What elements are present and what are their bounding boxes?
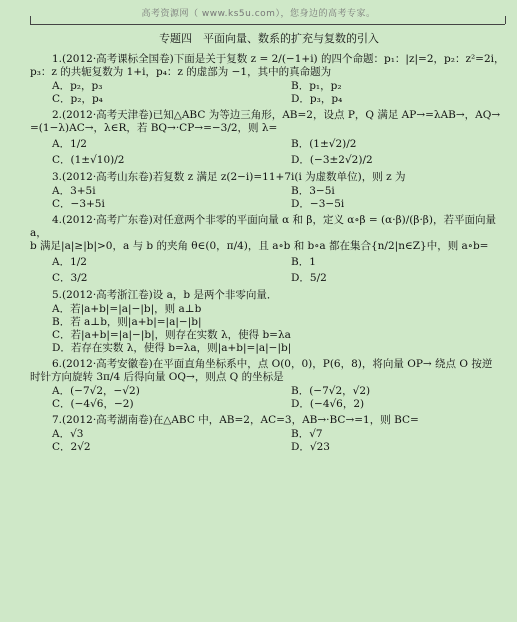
question-2-options	[30, 136, 508, 168]
question-2-stem: 2.(2012·高考天津卷)已知△ABC 为等边三角形，AB=2，设点 P，Q 满足 AP→=λAB→，AQ→	[52, 109, 501, 121]
question-5-option-b: B．若 a⊥b，则|a+b|=|a|−|b|	[52, 316, 202, 328]
question-5-option-a: A．若|a+b|=|a|−|b|，则 a⊥b	[52, 303, 202, 315]
question-1-option-c: C．p₂，p₄	[52, 93, 103, 105]
page-header-banner: 高考资源网（ www.ks5u.com），您身边的高考专家。	[141, 9, 376, 19]
question-4-option-b: B．1	[291, 256, 316, 268]
question-5-option-c: C．若|a+b|=|a|−|b|，则存在实数 λ，使得 b=λa	[52, 329, 291, 341]
question-3-option-c: C．−3+5i	[52, 198, 105, 210]
question-4-option-a: A．1/2	[52, 256, 87, 268]
question-1-stem: 1.(2012·高考课标全国卷)下面是关于复数 z = 2/(−1+i) 的四个命题：p₁：|z|=2，p₂：z²=2i，	[52, 53, 505, 65]
question-4-stem-cont: b 满足|a|≥|b|>0，a 与 b 的夹角 θ∈(0，π/4)，且 a∘b 和 b∘a 都在集合{n/2|n∈Z}中，则 a∘b=	[30, 240, 489, 252]
header-rule-right-tick	[505, 16, 506, 24]
question-6-stem: 6.(2012·高考安徽卷)在平面直角坐标系中，点 O(0，0)，P(6，8)，将向量 OP→ 绕点 O 按逆	[52, 358, 493, 370]
question-4-stem: 4.(2012·高考广东卷)对任意两个非零的平面向量 α 和 β，定义 α∘β = (α·β)/(β·β)，若平面向量 a，	[30, 214, 496, 239]
question-7-stem: 7.(2012·高考湖南卷)在△ABC 中，AB=2，AC=3，AB→·BC→=1，则 BC=	[52, 414, 419, 426]
header-rule-left-tick	[30, 16, 31, 24]
header-rule	[30, 24, 505, 25]
question-3-option-a: A．3+5i	[52, 185, 96, 197]
question-3-option-b: B．3−5i	[291, 185, 335, 197]
question-6-option-d: D．(−4√6，2)	[291, 398, 365, 410]
question-7-option-a: A．√3	[52, 428, 84, 440]
question-6-stem-cont: 时针方向旋转 3π/4 后得向量 OQ→，则点 Q 的坐标是	[30, 371, 284, 383]
question-2-stem-cont: =(1−λ)AC→，λ∈R，若 BQ→·CP→=−3/2，则 λ=	[30, 122, 278, 134]
question-5-stem: 5.(2012·高考浙江卷)设 a，b 是两个非零向量．	[52, 289, 278, 301]
question-7-option-c: C．2√2	[52, 441, 91, 453]
question-4-option-d: D．5/2	[291, 272, 327, 284]
question-1-option-a: A．p₂，p₃	[52, 80, 103, 92]
question-2-option-a: A．1/2	[52, 138, 87, 150]
question-6-option-b: B．(−7√2，√2)	[291, 385, 371, 397]
question-6-option-c: C．(−4√6，−2)	[52, 398, 134, 410]
document-body	[30, 32, 508, 457]
question-5-option-d: D．若存在实数 λ，使得 b=λa，则|a+b|=|a|−|b|	[52, 342, 292, 354]
question-1-stem-cont: p₃：z 的共轭复数为 1+i，p₄：z 的虚部为 −1，其中的真命题为	[30, 66, 332, 78]
question-3-option-d: D．−3−5i	[291, 198, 345, 210]
question-2-option-d: D．(−3±2√2)/2	[291, 154, 373, 166]
question-4-option-c: C．3/2	[52, 272, 88, 284]
question-3-stem: 3.(2012·高考山东卷)若复数 z 满足 z(2−i)=11+7i(i 为虚数单位)，则 z 为	[52, 171, 406, 183]
question-2-option-b: B．(1±√2)/2	[291, 138, 357, 150]
section-title: 专题四 平面向量、数系的扩充与复数的引入	[159, 32, 379, 45]
question-3-options	[30, 185, 508, 211]
question-1-option-d: D．p₃，p₄	[291, 93, 343, 105]
question-7-option-d: D．√23	[291, 441, 330, 453]
question-7-option-b: B．√7	[291, 428, 323, 440]
question-1-options	[30, 80, 508, 106]
question-6-options	[30, 385, 508, 411]
question-6-option-a: A．(−7√2，−√2)	[52, 385, 140, 397]
question-2-option-c: C．(1±√10)/2	[52, 154, 125, 166]
question-5-options	[30, 303, 508, 355]
question-4-options	[30, 254, 508, 286]
question-7-options	[30, 428, 508, 454]
question-1-option-b: B．p₁，p₂	[291, 80, 342, 92]
